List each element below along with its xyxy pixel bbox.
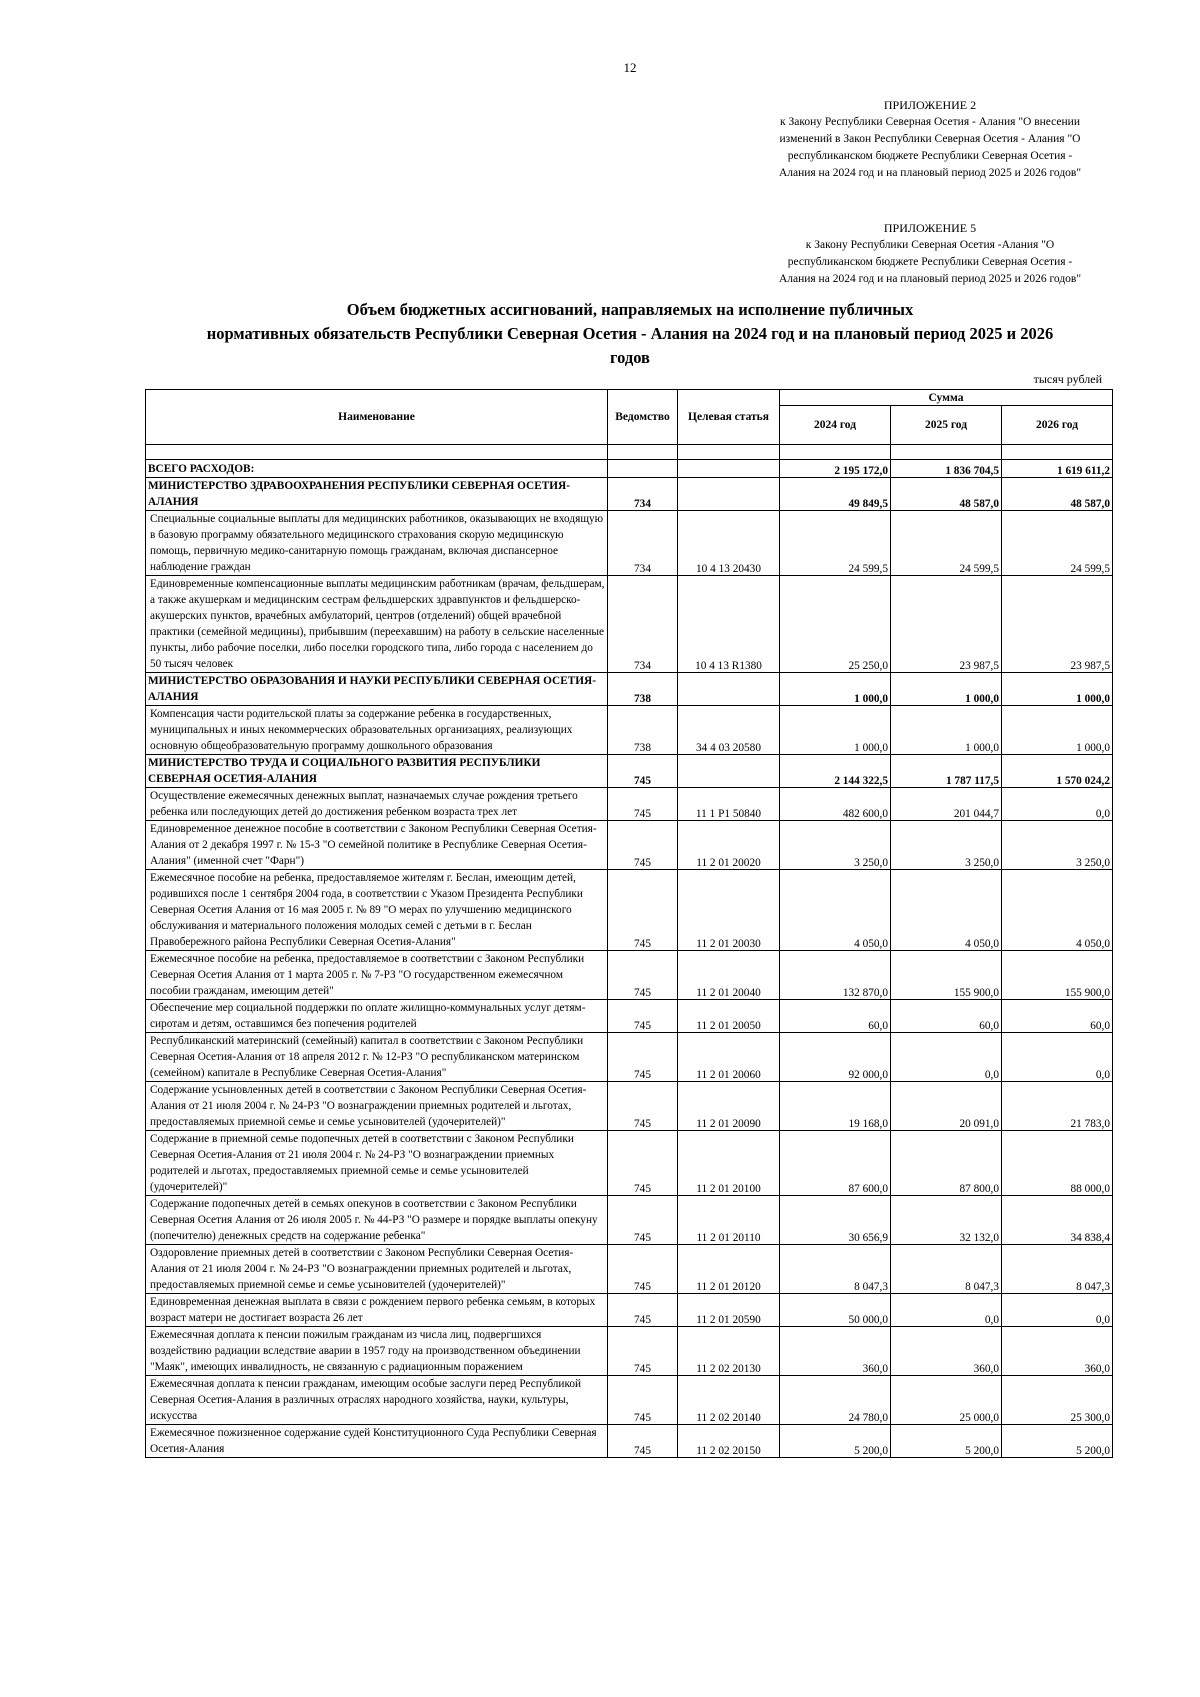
row-value-2024: 132 870,0 bbox=[780, 951, 891, 1000]
row-value-2026: 23 987,5 bbox=[1002, 576, 1113, 673]
header-2026: 2026 год bbox=[1002, 406, 1113, 445]
row-name: Содержание подопечных детей в семьях опекунов в соответствии с Законом Республики Северная Осетия Алания от 26 июля 2005 г. № 44-РЗ "О размере и порядке выплаты опекуну (попечителю) денежных средств на содержание ребенка" bbox=[146, 1196, 608, 1245]
row-value-2025: 23 987,5 bbox=[891, 576, 1002, 673]
header-sum: Сумма bbox=[780, 390, 1113, 406]
table-row bbox=[146, 1245, 1113, 1294]
row-name: Единовременное денежное пособие в соответствии с Законом Республики Северная Осетия-Алания от 2 декабря 1997 г. № 15-З "О семейной политике в Республике Северная Осетия-Алания" (именной счет "Фарн") bbox=[146, 821, 608, 870]
row-name: Ежемесячное пожизненное содержание судей Конституционного Суда Республики Северная Осетия-Алания bbox=[146, 1425, 608, 1458]
row-value-2026: 34 838,4 bbox=[1002, 1196, 1113, 1245]
row-article: 11 2 01 20050 bbox=[678, 1000, 780, 1033]
title-line-3: годов bbox=[610, 348, 650, 367]
row-value-2026: 5 200,0 bbox=[1002, 1425, 1113, 1458]
row-name: Обеспечение мер социальной поддержки по оплате жилищно-коммунальных услуг детям-сиротам и детям, оставшимся без попечения родителей bbox=[146, 1000, 608, 1033]
row-dept: 745 bbox=[608, 1000, 678, 1033]
row-name: Содержание в приемной семье подопечных детей в соответствии с Законом Республики Северная Осетия-Алания от 21 июля 2004 г. № 24-РЗ "О вознаграждении приемных родителей и льготах, предоставляемых приемной семье и семье усыновителей (удочерителей)" bbox=[146, 1131, 608, 1196]
row-name: Специальные социальные выплаты для медицинских работников, оказывающих не входящую в базовую программу обязательного медицинского страхования скорую медицинскую помощь, первичную медико-санитарную помощь гражданам, включая диспансерное наблюдение граждан bbox=[146, 511, 608, 576]
table-row bbox=[146, 706, 1113, 755]
table-row bbox=[146, 1376, 1113, 1425]
row-value-2025: 5 200,0 bbox=[891, 1425, 1002, 1458]
row-name: Ежемесячная доплата к пенсии гражданам, имеющим особые заслуги перед Республикой Северная Осетия-Алания в различных отраслях народного хозяйства, науки, культуры, искусства bbox=[146, 1376, 608, 1425]
row-name: Компенсация части родительской платы за содержание ребенка в государственных, муниципальных и иных некоммерческих образовательных организациях, реализующих основную общеобразовательную программу дошкольного образования bbox=[146, 706, 608, 755]
row-article: 10 4 13 R1380 bbox=[678, 576, 780, 673]
row-dept: 745 bbox=[608, 1033, 678, 1082]
row-dept: 745 bbox=[608, 1131, 678, 1196]
appendix-5-note bbox=[770, 220, 1090, 288]
row-article: 11 2 01 20110 bbox=[678, 1196, 780, 1245]
row-value-2025: 87 800,0 bbox=[891, 1131, 1002, 1196]
document-title bbox=[140, 298, 1120, 370]
row-article: 34 4 03 20580 bbox=[678, 706, 780, 755]
row-value-2026: 1 000,0 bbox=[1002, 706, 1113, 755]
row-value-2026: 155 900,0 bbox=[1002, 951, 1113, 1000]
row-dept: 738 bbox=[608, 673, 678, 706]
row-dept: 734 bbox=[608, 478, 678, 511]
table-row bbox=[146, 1425, 1113, 1458]
row-value-2026: 0,0 bbox=[1002, 1294, 1113, 1327]
row-value-2025: 360,0 bbox=[891, 1327, 1002, 1376]
row-value-2024: 360,0 bbox=[780, 1327, 891, 1376]
row-name: Республиканский материнский (семейный) капитал в соответствии с Законом Республики Северная Осетия-Алания от 18 апреля 2012 г. № 12-РЗ "О республиканском материнском (семейном) капитале в Республике Северная Осетия-Алания" bbox=[146, 1033, 608, 1082]
title-line-1: Объем бюджетных ассигнований, направляемых на исполнение публичных bbox=[346, 300, 914, 319]
row-dept: 745 bbox=[608, 1294, 678, 1327]
row-article: 11 2 01 20020 bbox=[678, 821, 780, 870]
row-name: МИНИСТЕРСТВО ОБРАЗОВАНИЯ И НАУКИ РЕСПУБЛИКИ СЕВЕРНАЯ ОСЕТИЯ-АЛАНИЯ bbox=[146, 673, 608, 706]
row-value-2026: 21 783,0 bbox=[1002, 1082, 1113, 1131]
row-name: Ежемесячная доплата к пенсии пожилым гражданам из числа лиц, подвергшихся воздействию радиации вследствие аварии в 1957 году на производственном объединении "Маяк", имеющих инвалидность, не связанную с радиационным поражением bbox=[146, 1327, 608, 1376]
row-value-2026: 0,0 bbox=[1002, 1033, 1113, 1082]
row-value-2026: 25 300,0 bbox=[1002, 1376, 1113, 1425]
row-value-2024: 1 000,0 bbox=[780, 673, 891, 706]
appendix-5-heading: ПРИЛОЖЕНИЕ 5 bbox=[883, 221, 977, 235]
table-row bbox=[146, 1294, 1113, 1327]
row-article bbox=[678, 755, 780, 788]
table-row bbox=[146, 821, 1113, 870]
table-row bbox=[146, 870, 1113, 951]
row-dept: 745 bbox=[608, 951, 678, 1000]
row-value-2026: 88 000,0 bbox=[1002, 1131, 1113, 1196]
row-value-2025: 60,0 bbox=[891, 1000, 1002, 1033]
row-article: 11 2 01 20120 bbox=[678, 1245, 780, 1294]
row-article: 11 2 01 20590 bbox=[678, 1294, 780, 1327]
row-value-2024: 50 000,0 bbox=[780, 1294, 891, 1327]
row-value-2025: 25 000,0 bbox=[891, 1376, 1002, 1425]
row-value-2024: 3 250,0 bbox=[780, 821, 891, 870]
row-value-2024: 24 599,5 bbox=[780, 511, 891, 576]
row-article bbox=[678, 673, 780, 706]
row-value-2024: 60,0 bbox=[780, 1000, 891, 1033]
total-label: ВСЕГО РАСХОДОВ: bbox=[146, 460, 608, 478]
total-2025: 1 836 704,5 bbox=[891, 460, 1002, 478]
page-number: 12 bbox=[623, 60, 637, 75]
header-name: Наименование bbox=[146, 390, 608, 445]
row-value-2024: 4 050,0 bbox=[780, 870, 891, 951]
row-value-2024: 482 600,0 bbox=[780, 788, 891, 821]
row-value-2025: 155 900,0 bbox=[891, 951, 1002, 1000]
ministry-row bbox=[146, 673, 1113, 706]
row-value-2026: 3 250,0 bbox=[1002, 821, 1113, 870]
row-value-2026: 60,0 bbox=[1002, 1000, 1113, 1033]
row-value-2024: 87 600,0 bbox=[780, 1131, 891, 1196]
spacer-row bbox=[146, 445, 1113, 460]
header-2024: 2024 год bbox=[780, 406, 891, 445]
row-value-2024: 8 047,3 bbox=[780, 1245, 891, 1294]
row-dept: 738 bbox=[608, 706, 678, 755]
row-value-2025: 48 587,0 bbox=[891, 478, 1002, 511]
appendix-2-note bbox=[770, 97, 1090, 182]
row-dept: 745 bbox=[608, 1245, 678, 1294]
units-label: тысяч рублей bbox=[1033, 372, 1102, 386]
row-article: 11 2 01 20060 bbox=[678, 1033, 780, 1082]
row-dept: 745 bbox=[608, 1327, 678, 1376]
row-dept: 745 bbox=[608, 1196, 678, 1245]
row-value-2025: 20 091,0 bbox=[891, 1082, 1002, 1131]
row-name: Оздоровление приемных детей в соответствии с Законом Республики Северная Осетия-Алания от 21 июля 2004 г. № 24-РЗ "О вознаграждении приемных родителей и льготах, предоставляемых приемной семье и семье усыновителей (удочерителей)" bbox=[146, 1245, 608, 1294]
row-value-2025: 32 132,0 bbox=[891, 1196, 1002, 1245]
row-name: Содержание усыновленных детей в соответствии с Законом Республики Северная Осетия-Алания от 21 июля 2004 г. № 24-РЗ "О вознаграждении приемных родителей и льготах, предоставляемых приемной семье и семье усыновителей (удочерителей)" bbox=[146, 1082, 608, 1131]
row-article: 11 2 01 20030 bbox=[678, 870, 780, 951]
row-value-2024: 1 000,0 bbox=[780, 706, 891, 755]
table-row bbox=[146, 788, 1113, 821]
row-value-2026: 1 570 024,2 bbox=[1002, 755, 1113, 788]
row-value-2024: 5 200,0 bbox=[780, 1425, 891, 1458]
row-dept: 745 bbox=[608, 821, 678, 870]
appendix-5-text: к Закону Республики Северная Осетия -Алания "О республиканском бюджете Республики Северная Осетия - Алания на 2024 год и на плановый период 2025 и 2026 годов" bbox=[778, 239, 1082, 285]
row-article: 11 2 01 20100 bbox=[678, 1131, 780, 1196]
table-row bbox=[146, 1082, 1113, 1131]
table-row bbox=[146, 951, 1113, 1000]
row-dept: 734 bbox=[608, 511, 678, 576]
row-name: МИНИСТЕРСТВО ТРУДА И СОЦИАЛЬНОГО РАЗВИТИЯ РЕСПУБЛИКИ СЕВЕРНАЯ ОСЕТИЯ-АЛАНИЯ bbox=[146, 755, 608, 788]
table-row bbox=[146, 511, 1113, 576]
row-name: Единовременные компенсационные выплаты медицинским работникам (врачам, фельдшерам, а также акушеркам и медицинским сестрам фельдшерских здравпунктов и фельдшерско-акушерских пунктов, врачебных амбулаторий, центров (отделений) общей врачебной практики (семейной медицины), прибывшим (переехавшим) на работу в сельские населенные пункты, либо рабочие поселки, либо поселки городского типа, либо города с населением до 50 тысяч человек bbox=[146, 576, 608, 673]
row-article: 11 2 01 20090 bbox=[678, 1082, 780, 1131]
row-value-2024: 92 000,0 bbox=[780, 1033, 891, 1082]
row-value-2026: 360,0 bbox=[1002, 1327, 1113, 1376]
row-dept: 734 bbox=[608, 576, 678, 673]
row-value-2024: 49 849,5 bbox=[780, 478, 891, 511]
header-2025: 2025 год bbox=[891, 406, 1002, 445]
row-dept: 745 bbox=[608, 788, 678, 821]
row-name: Осуществление ежемесячных денежных выплат, назначаемых случае рождения третьего ребенка или последующих детей до достижения ребенком возраста трех лет bbox=[146, 788, 608, 821]
table-row bbox=[146, 576, 1113, 673]
title-line-2: нормативных обязательств Республики Северная Осетия - Алания на 2024 год и на плановый период 2025 и 2026 bbox=[206, 324, 1054, 343]
total-row bbox=[146, 460, 1113, 478]
row-name: МИНИСТЕРСТВО ЗДРАВООХРАНЕНИЯ РЕСПУБЛИКИ СЕВЕРНАЯ ОСЕТИЯ-АЛАНИЯ bbox=[146, 478, 608, 511]
row-dept: 745 bbox=[608, 1425, 678, 1458]
row-article: 11 1 P1 50840 bbox=[678, 788, 780, 821]
row-article: 11 2 02 20130 bbox=[678, 1327, 780, 1376]
row-value-2025: 4 050,0 bbox=[891, 870, 1002, 951]
row-value-2026: 1 000,0 bbox=[1002, 673, 1113, 706]
row-value-2026: 24 599,5 bbox=[1002, 511, 1113, 576]
row-dept: 745 bbox=[608, 1082, 678, 1131]
row-value-2025: 3 250,0 bbox=[891, 821, 1002, 870]
row-article bbox=[678, 478, 780, 511]
ministry-row bbox=[146, 755, 1113, 788]
row-article: 10 4 13 20430 bbox=[678, 511, 780, 576]
table-row bbox=[146, 1327, 1113, 1376]
total-2024: 2 195 172,0 bbox=[780, 460, 891, 478]
row-value-2025: 0,0 bbox=[891, 1294, 1002, 1327]
table-row bbox=[146, 1196, 1113, 1245]
row-value-2025: 1 000,0 bbox=[891, 673, 1002, 706]
header-article: Целевая статья bbox=[678, 390, 780, 445]
row-value-2025: 8 047,3 bbox=[891, 1245, 1002, 1294]
table-row bbox=[146, 1033, 1113, 1082]
row-value-2024: 25 250,0 bbox=[780, 576, 891, 673]
row-name: Ежемесячное пособие на ребенка, предоставляемое в соответствии с Законом Республики Северная Осетия Алания от 1 марта 2005 г. № 7-РЗ "О государственном ежемесячном пособии гражданам, имеющим детей" bbox=[146, 951, 608, 1000]
row-name: Ежемесячное пособие на ребенка, предоставляемое жителям г. Беслан, имеющим детей, родившихся после 1 сентября 2004 года, в соответствии с Указом Президента Республики Северная Осетия Алания от 16 мая 2005 г. № 89 "О мерах по улучшению медицинского обслуживания и материального положения молодых семей с детьми в г. Беслан Правобережного района Республики Северная Осетия-Алания" bbox=[146, 870, 608, 951]
row-value-2026: 48 587,0 bbox=[1002, 478, 1113, 511]
row-value-2026: 8 047,3 bbox=[1002, 1245, 1113, 1294]
row-value-2025: 24 599,5 bbox=[891, 511, 1002, 576]
total-2026: 1 619 611,2 bbox=[1002, 460, 1113, 478]
row-article: 11 2 02 20150 bbox=[678, 1425, 780, 1458]
row-value-2026: 0,0 bbox=[1002, 788, 1113, 821]
row-value-2025: 1 787 117,5 bbox=[891, 755, 1002, 788]
row-name: Единовременная денежная выплата в связи с рождением первого ребенка семьям, в которых возраст матери не достигает возраста 26 лет bbox=[146, 1294, 608, 1327]
row-value-2025: 201 044,7 bbox=[891, 788, 1002, 821]
row-article: 11 2 02 20140 bbox=[678, 1376, 780, 1425]
row-dept: 745 bbox=[608, 1376, 678, 1425]
row-value-2026: 4 050,0 bbox=[1002, 870, 1113, 951]
appendix-2-heading: ПРИЛОЖЕНИЕ 2 bbox=[883, 98, 977, 112]
row-value-2024: 30 656,9 bbox=[780, 1196, 891, 1245]
row-value-2025: 0,0 bbox=[891, 1033, 1002, 1082]
budget-table bbox=[145, 389, 1113, 1458]
appendix-2-text: к Закону Республики Северная Осетия - Алания "О внесении изменений в Закон Республики Северная Осетия - Алания "О республиканском бюджете Республики Северная Осетия - Алания на 2024 год и на плановый период 2025 и 2026 годов" bbox=[778, 116, 1082, 179]
header-dept: Ведомство bbox=[608, 390, 678, 445]
row-value-2024: 24 780,0 bbox=[780, 1376, 891, 1425]
table-row bbox=[146, 1131, 1113, 1196]
row-value-2024: 19 168,0 bbox=[780, 1082, 891, 1131]
table-row bbox=[146, 1000, 1113, 1033]
row-dept: 745 bbox=[608, 755, 678, 788]
row-value-2025: 1 000,0 bbox=[891, 706, 1002, 755]
row-dept: 745 bbox=[608, 870, 678, 951]
ministry-row bbox=[146, 478, 1113, 511]
row-value-2024: 2 144 322,5 bbox=[780, 755, 891, 788]
row-article: 11 2 01 20040 bbox=[678, 951, 780, 1000]
